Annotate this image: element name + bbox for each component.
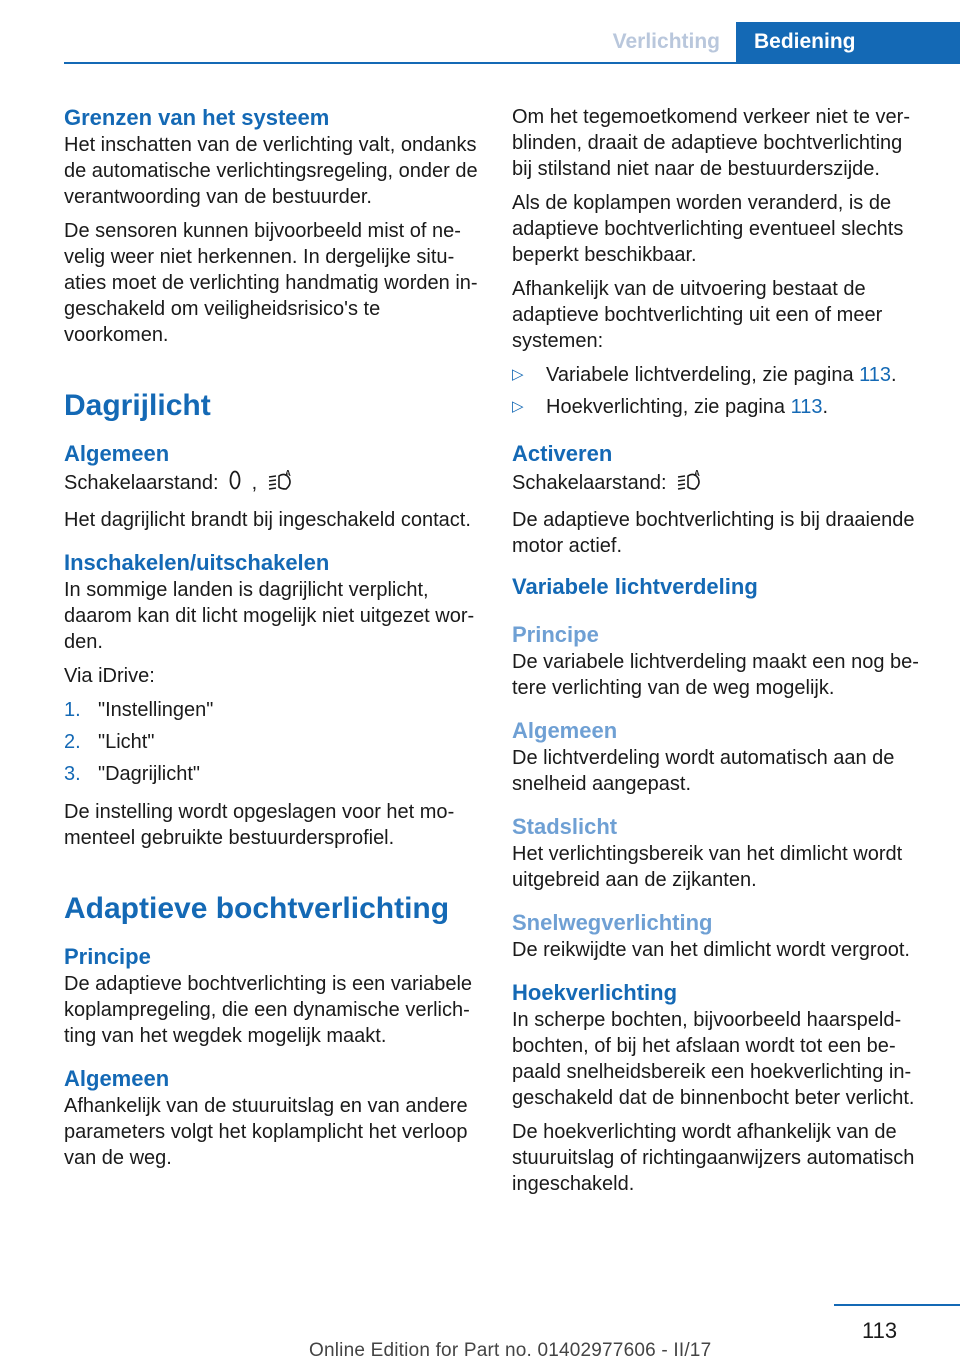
page-link[interactable]: 113 <box>790 396 823 418</box>
snelwegverlichting-heading: Snelwegverlichting <box>512 910 713 935</box>
activeren-paragraph: De adaptieve bochtverlichting is bij draaiende motor actief. <box>512 509 915 557</box>
principe-paragraph: De adaptieve bochtverlichting is een variabele koplampregeling, die een dynamische verlichting van het wegdek mogelijk maakt. <box>64 973 473 1047</box>
activeren-schakelaarstand-line <box>512 468 922 499</box>
list-item <box>64 697 479 729</box>
page-header <box>597 22 960 62</box>
list-item <box>64 761 479 793</box>
page-number-rule <box>834 1304 960 1306</box>
right-column <box>512 100 922 1205</box>
step-text: "Licht" <box>98 731 155 753</box>
svg-text:A: A <box>284 469 291 478</box>
idrive-steps-list <box>64 697 479 793</box>
inschakelen-paragraph-2: Via iDrive: <box>64 665 155 687</box>
stadslicht-heading: Stadslicht <box>512 814 618 839</box>
algemeen-2-paragraph: Afhankelijk van de stuuruitslag en van andere parameters volgt het koplamplicht het verloop van de weg. <box>64 1095 468 1169</box>
vl-principe-paragraph: De variabele lichtverdeling maakt een nog betere verlichting van de weg mogelijk. <box>512 651 919 699</box>
header-section-label: Verlichting <box>612 30 720 53</box>
right-paragraph-3: Afhankelijk van de uitvoering bestaat de adaptieve bochtverlichting uit een of meer systemen: <box>512 278 883 352</box>
grenzen-paragraph-1: Het inschatten van de verlichting valt, ondanks de automatische verlichtingsregeling, onder de verantwoording van de bestuurder. <box>64 134 478 208</box>
step-text: "Instellingen" <box>98 699 214 721</box>
systems-list <box>512 362 922 426</box>
switch-position-0-icon <box>227 468 243 499</box>
list-item <box>64 729 479 761</box>
page-link[interactable]: 113 <box>859 364 892 386</box>
right-paragraph-1: Om het tegemoetkomend verkeer niet te verblinden, draait de adaptieve bochtverlichting bij stilstand niet naar de bestuurderszijde. <box>512 106 910 180</box>
list-item <box>512 362 922 394</box>
triangle-bullet-icon: ▷ <box>512 366 524 383</box>
snelwegverlichting-paragraph: De reikwijdte van het dimlicht wordt vergroot. <box>512 939 910 961</box>
auto-headlight-icon <box>675 468 705 499</box>
schakelaarstand-label: Schakelaarstand: <box>512 471 667 494</box>
schakelaarstand-separator: , <box>251 471 258 494</box>
step-number: 3. <box>64 763 81 785</box>
algemeen-2-heading: Algemeen <box>64 1066 170 1091</box>
schakelaarstand-label: Schakelaarstand: <box>64 471 219 494</box>
header-rule <box>64 62 960 64</box>
vl-algemeen-heading: Algemeen <box>512 718 618 743</box>
schakelaarstand-line <box>64 468 479 499</box>
grenzen-heading: Grenzen van het systeem <box>64 105 330 130</box>
grenzen-paragraph-2: De sensoren kunnen bijvoorbeeld mist of nevelig weer niet herkennen. In dergelijke situaties moet de verlichting handmatig worden ingeschakeld om veiligheidsrisico's te voorkomen. <box>64 220 478 346</box>
inschakelen-paragraph-3: De instelling wordt opgeslagen voor het momenteel gebruikte bestuurdersprofiel. <box>64 801 455 849</box>
hoekverlichting-paragraph-1: In scherpe bochten, bijvoorbeeld haarspeldbochten, of bij het afslaan wordt tot een bepaald snelheidsbereik een hoekverlichting ingeschakeld dat de binnenbocht beter verlicht. <box>512 1009 915 1109</box>
adaptieve-bochtverlichting-heading: Adaptieve bochtverlichting <box>64 892 450 925</box>
header-chapter-label: Bediening <box>736 22 960 62</box>
stadslicht-paragraph: Het verlichtingsbereik van het dimlicht wordt uitgebreid aan de zijkanten. <box>512 843 903 891</box>
step-number: 1. <box>64 699 81 721</box>
activeren-heading: Activeren <box>512 441 613 466</box>
svg-text:A: A <box>694 469 700 478</box>
triangle-bullet-icon: ▷ <box>512 398 524 415</box>
inschakelen-paragraph-1: In sommige landen is dagrijlicht verplicht, daarom kan dit licht mogelijk niet uitgezet worden. <box>64 579 475 653</box>
vl-algemeen-paragraph: De lichtverdeling wordt automatisch aan de snelheid aangepast. <box>512 747 895 795</box>
variabele-lichtverdeling-heading: Variabele lichtverdeling <box>512 574 758 599</box>
hoekverlichting-heading: Hoekverlichting <box>512 980 678 1005</box>
hoekverlichting-paragraph-2: De hoekverlichting wordt afhankelijk van de stuuruitslag of richtingaanwijzers automatisch ingeschakeld. <box>512 1121 915 1195</box>
dagrijlicht-heading: Dagrijlicht <box>64 389 211 422</box>
list-item <box>512 394 922 426</box>
list-item-text: Variabele lichtverdeling, zie pagina 113. <box>546 364 897 386</box>
right-paragraph-2: Als de koplampen worden veranderd, is de adaptieve bochtverlichting eventueel slechts beperkt beschikbaar. <box>512 192 904 266</box>
page-number: 113 <box>862 1318 898 1343</box>
algemeen-heading: Algemeen <box>64 441 170 466</box>
inschakelen-heading: Inschakelen/uitschakelen <box>64 550 330 575</box>
principe-heading: Principe <box>64 944 151 969</box>
vl-principe-heading: Principe <box>512 622 599 647</box>
footer-edition: Online Edition for Part no. 01402977606 - II/17 <box>309 1340 712 1361</box>
step-text: "Dagrijlicht" <box>98 763 201 785</box>
left-column <box>64 100 479 1179</box>
step-number: 2. <box>64 731 81 753</box>
auto-headlight-icon <box>266 468 296 499</box>
list-item-text: Hoekverlichting, zie pagina 113. <box>546 396 829 418</box>
dagrijlicht-paragraph: Het dagrijlicht brandt bij ingeschakeld contact. <box>64 509 471 531</box>
